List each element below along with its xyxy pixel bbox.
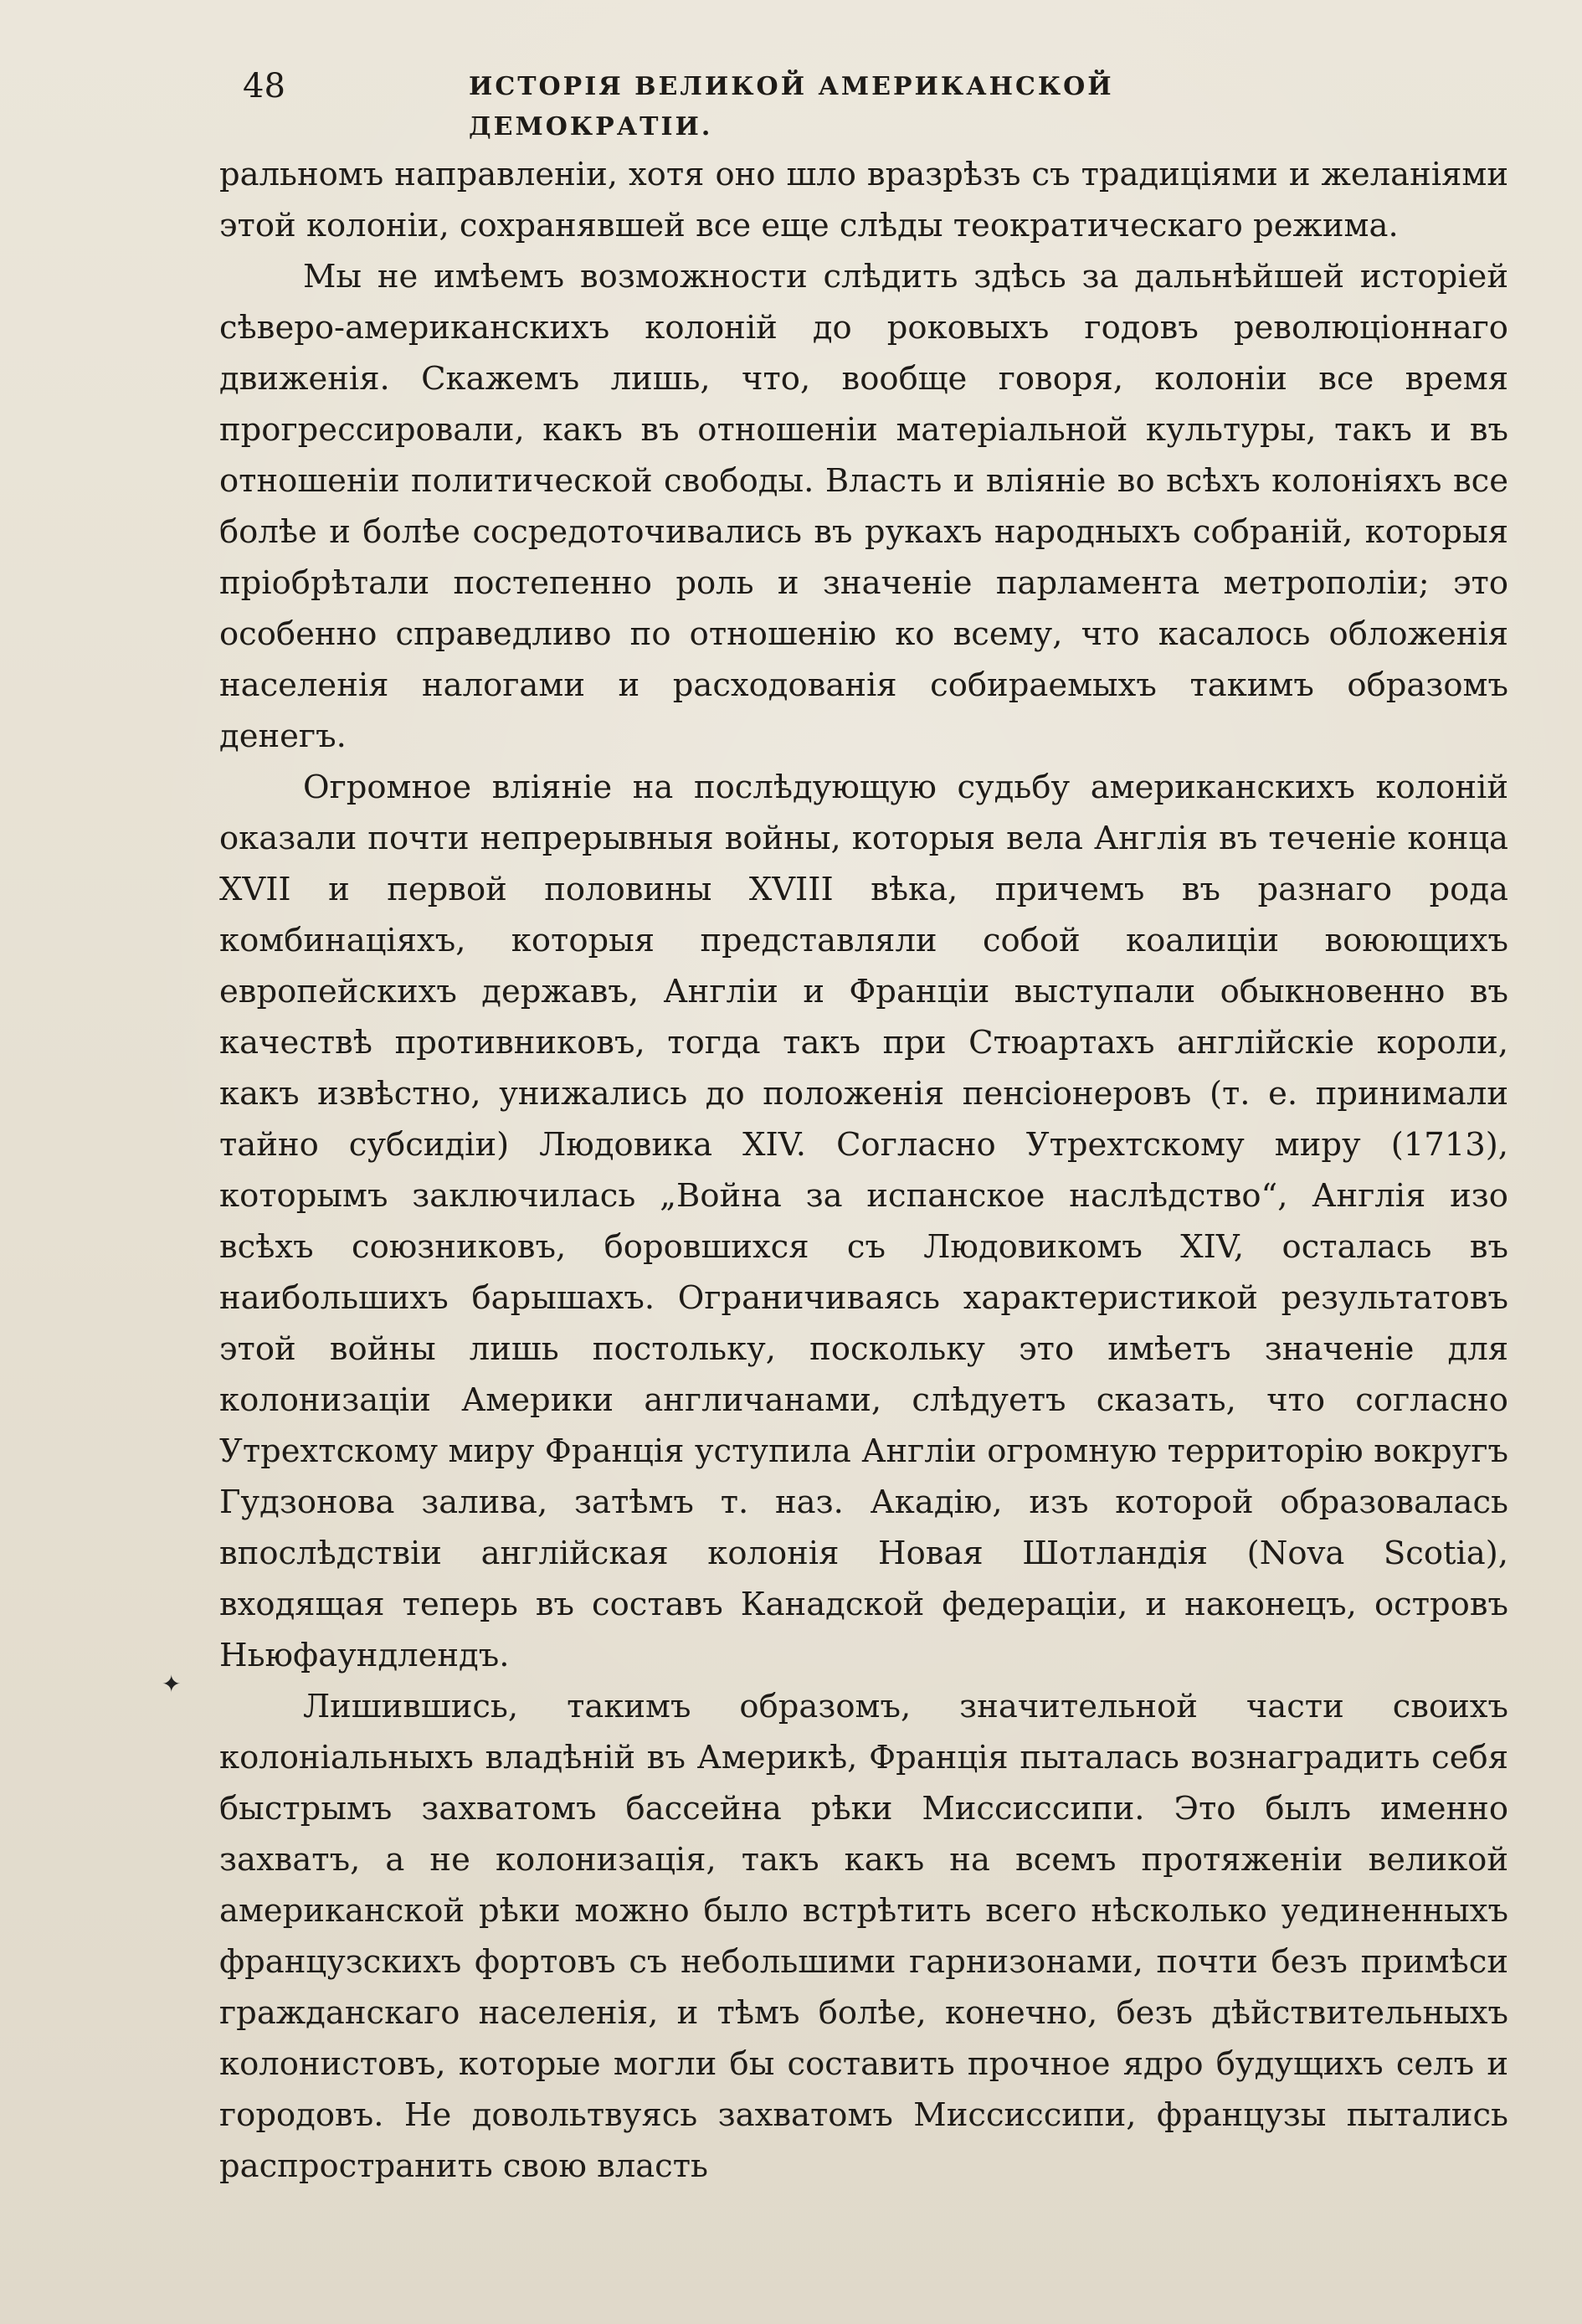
body-text [219, 149, 1508, 2192]
page-number: 48 [243, 67, 285, 105]
paragraph: Мы не имѣемъ возможности слѣдить здѣсь за дальнѣйшей исторіей сѣверо-американскихъ колоній до роковыхъ годовъ революціоннаго движенія. Скажемъ лишь, что, вообще говоря, колоніи все время прогрессировали, какъ въ отношеніи матеріальной культуры, такъ и въ отношеніи политической свободы. Власть и вліяніе во всѣхъ колоніяхъ все болѣе и болѣе сосредоточивались въ рукахъ народныхъ собраній, которыя пріобрѣтали постепенно роль и значеніе парламента метрополіи; это особенно справедливо по отношенію ко всему, что касалось обложенія населенія налогами и расходованія собираемыхъ такимъ образомъ денегъ. [219, 258, 1508, 755]
page-header [243, 65, 1364, 141]
margin-mark-icon: ✦ [162, 1670, 182, 1698]
paragraph: ральномъ направленіи, хотя оно шло вразрѣзъ съ традиціями и желаніями этой колоніи, сохранявшей все еще слѣды теократическаго режима. [219, 156, 1508, 244]
running-title: ИСТОРІЯ ВЕЛИКОЙ АМЕРИКАНСКОЙ ДЕМОКРАТІИ. [469, 72, 1114, 141]
paragraph: Лишившись, такимъ образомъ, значительной части своихъ колоніальныхъ владѣній въ Америкѣ, Франція пыталась вознаградить себя быстрымъ захватомъ бассейна рѣки Миссиссипи. Это былъ именно захватъ, а не колонизація, такъ какъ на всемъ протяженіи великой американской рѣки можно было встрѣтить всего нѣсколько уединенныхъ французскихъ фортовъ съ небольшими гарнизонами, почти безъ примѣси гражданскаго населенія, и тѣмъ болѣе, конечно, безъ дѣйствительныхъ колонистовъ, которые могли бы составить прочное ядро будущихъ селъ и городовъ. Не довольтвуясь захватомъ Миссиссипи, французы пытались распространить свою власть [219, 1688, 1508, 2185]
paragraph: Огромное вліяніе на послѣдующую судьбу американскихъ колоній оказали почти непрерывныя войны, которыя вела Англія въ теченіе конца XVII и первой половины XVIII вѣка, причемъ въ разнаго рода комбинаціяхъ, которыя представляли собой коалиціи воюющихъ европейскихъ державъ, Англіи и Франціи выступали обыкновенно въ качествѣ противниковъ, тогда такъ при Стюартахъ англійскіе короли, какъ извѣстно, унижались до положенія пенсіонеровъ (т. е. принимали тайно субсидіи) Людовика XIV. Согласно Утрехтскому миру (1713), которымъ заключилась „Война за испанское наслѣдство“, Англія изо всѣхъ союзниковъ, боровшихся съ Людовикомъ XIV, осталась въ наибольшихъ барышахъ. Ограничиваясь характеристикой результатовъ этой войны лишь постольку, поскольку это имѣетъ значеніе для колонизаціи Америки англичанами, слѣдуетъ сказать, что согласно Утрехтскому миру Франція уступила Англіи огромную территорію вокругъ Гудзонова залива, затѣмъ т. наз. Акадію, изъ которой образовалась впослѣдствіи англійская колонія Новая Шотландія (Nova Scotia), входящая теперь въ составъ Канадской федераціи, и наконецъ, островъ Ньюфаундлендъ. [219, 769, 1508, 1674]
